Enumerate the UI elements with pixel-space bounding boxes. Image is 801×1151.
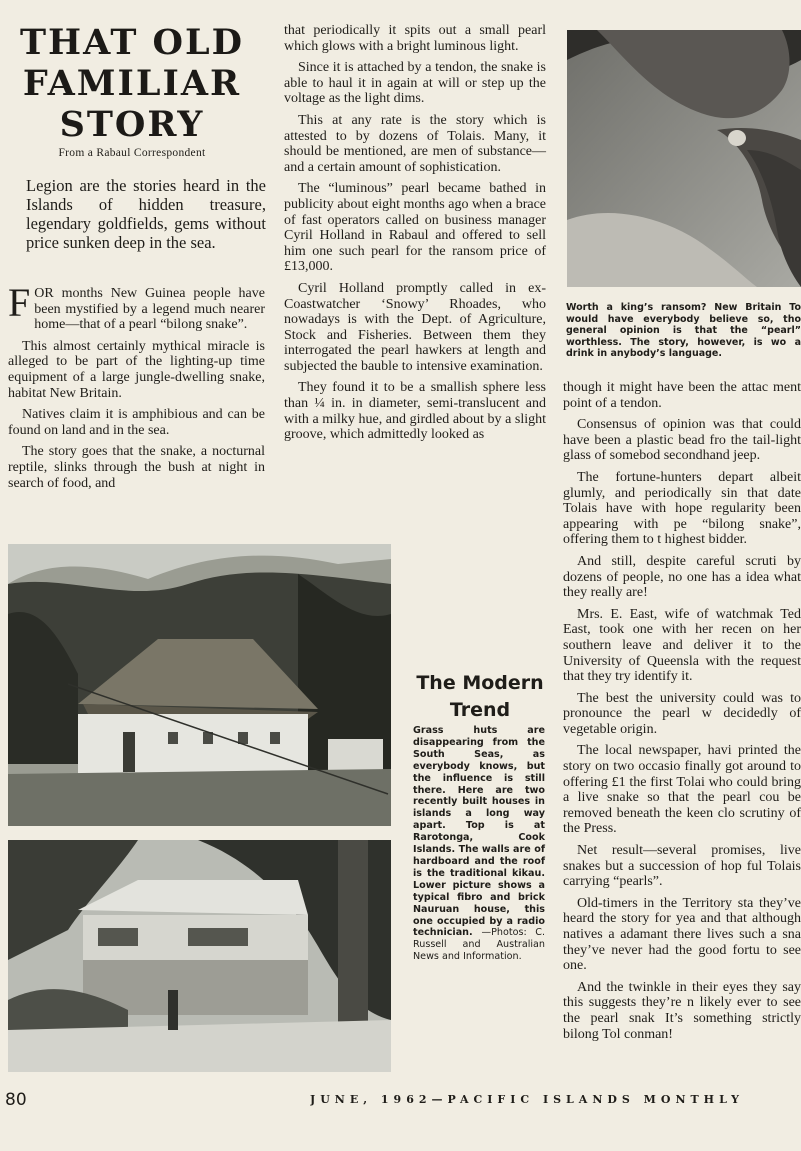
col3-paragraph-9: Old-timers in the Territory sta they’ve heard the story for yea and that although natives a adamant there lives such a sna they’ve never had the good fortu to see one. (563, 895, 801, 974)
col1-p1-text: OR months New Guinea people have been mystified by a legend much nearer home—that of a pearl “bilong snake”. (34, 286, 265, 333)
col3-paragraph-6: The best the university could was to pronounce the pearl w decidedly of vegetable origin. (563, 690, 801, 737)
col3-paragraph-3: The fortune-hunters depart albeit glumly, and periodically sin that date Tolais have with hope regularity been appearing with pe “bilong snake”, offering them to t highest bidder. (563, 469, 801, 548)
trend-caption (413, 725, 545, 963)
col2-paragraph-1: that periodically it spits out a small pearl which glows with a bright luminous light. (284, 23, 546, 54)
pearl-photo (567, 30, 801, 287)
col3-paragraph-7: The local newspaper, havi printed the story on two occasio finally got around to offering £1 the first Tolai who could bring a live snake so that the pearl cou be removed beneath the keen clo scrutiny of the Press. (563, 743, 801, 837)
col3-paragraph-1: though it might have been the attac ment point of a tendon. (563, 380, 801, 411)
byline: From a Rabaul Correspondent (58, 147, 206, 159)
article-column-1 (8, 280, 265, 497)
col3-paragraph-4: And still, despite careful scruti by dozens of people, no one has a idea what they really are! (563, 553, 801, 601)
col1-paragraph-1 (8, 280, 265, 333)
col1-paragraph-3: Natives claim it is amphibious and can be found on land and in the sea. (8, 407, 265, 438)
col2-paragraph-6: They found it to be a smallish sphere less than ¼ in. in diameter, semi-translucent and with a milky hue, and girdled about by a slight groove, which admittedly looked as (284, 380, 546, 443)
headline (18, 22, 246, 145)
drop-cap: F (8, 280, 31, 325)
trend-title: The Modern Trend (416, 672, 544, 721)
col1-paragraph-2: This almost certainly mythical miracle is alleged to be part of the lighting-up time equipment of a large jungle-dwelling snake, habitat New Britain. (8, 338, 265, 401)
col2-paragraph-3: This at any rate is the story which is attested to by dozens of Tolais. Many, it should be mentioned, are men of substance—and a certain amount of sophistication. (284, 112, 546, 175)
footer-masthead: JUNE, 1962—PACIFIC ISLANDS MONTHLY (310, 1093, 744, 1106)
trend-caption-text: Grass huts are disappearing from the South Seas, as everybody knows, but the influence is still there. Here are two recently built houses in islands a long way apart. Top is at Rarotonga, Cook Islands. The walls are of hardboard and the roof is the traditional kikau. Lower picture shows a typical fibro and brick Nauruan house, this one occupied by a radio technician. (413, 725, 545, 939)
headline-line-2: FAMILIAR (22, 63, 242, 104)
pearl-photo-caption: Worth a king’s ransom? New Britain To would have everybody believe so, tho general opinion is that the “pearl” worthless. The story, however, is wo a drink in anybody’s language. (566, 302, 801, 359)
col3-paragraph-5: Mrs. E. East, wife of watchmak Ted East, took one with her recen on her southern leave and deliver it to the University of Queensla with the request that they try identify it. (563, 606, 801, 685)
page-number: 80 (5, 1090, 27, 1110)
headline-line-3: STORY (59, 104, 205, 145)
intro-paragraph: Legion are the stories heard in the Islands of hidden treasure, legendary goldfields, gems without price sunken deep in the sea. (26, 176, 266, 252)
col2-paragraph-4: The “luminous” pearl became bathed in publicity about eight months ago when a brace of fast operators called on business manager Cyril Holland in Rabaul and offered to sell him one such pearl for the ransom price of £13,000. (284, 181, 546, 275)
col3-paragraph-10: And the twinkle in their eyes they say this suggests they’re n likely ever to see the pearl snak It’s something strictly bilong Tol conman! (563, 979, 801, 1042)
article-column-3 (563, 380, 801, 1048)
col1-paragraph-4: The story goes that the snake, a nocturnal reptile, slinks through the bush at night in search of food, and (8, 444, 265, 491)
photo-credit: —Photos: C. Russell and Australian News and Information. (413, 927, 545, 963)
col3-paragraph-8: Net result—several promises, live snakes but a succession of hop ful Tolais carrying “pearls”. (563, 843, 801, 890)
article-column-2 (284, 23, 546, 449)
rarotonga-house-photo (8, 544, 391, 826)
nauruan-house-photo (8, 840, 391, 1072)
col3-paragraph-2: Consensus of opinion was that could have been a plastic bead fro the tail-light glass of somebod secondhand jeep. (563, 417, 801, 464)
col2-paragraph-2: Since it is attached by a tendon, the snake is able to haul it in again at will or step up the voltage as the light dims. (284, 60, 546, 107)
headline-line-1: THAT OLD (19, 22, 245, 63)
col2-paragraph-5: Cyril Holland promptly called in ex-Coastwatcher ‘Snowy’ Rhoades, who nowadays is with the Dept. of Agriculture, Stock and Fisheries. Between them they interrogated the pearl hawkers at length and subjected the bauble to intensive examination. (284, 280, 546, 374)
